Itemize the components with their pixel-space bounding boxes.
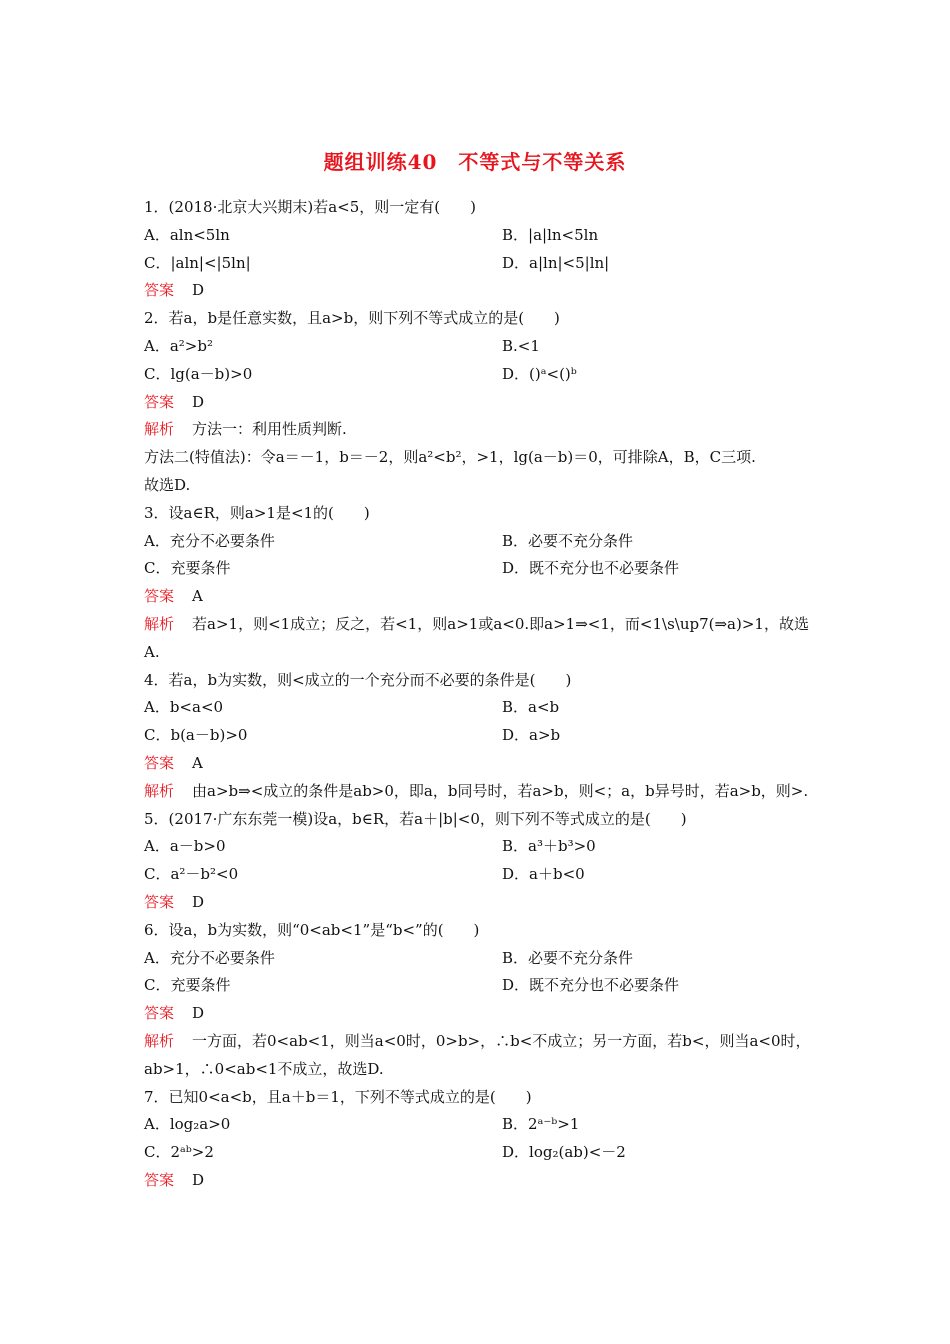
question-7-options-row1 <box>144 1111 814 1139</box>
answer-value: D <box>192 392 205 411</box>
page-title: 题组训练40 不等式与不等关系 <box>323 150 627 174</box>
q1-option-c: C．|aln|<|5ln| <box>144 253 251 272</box>
q7-option-b: B．2ᵃ⁻ᵇ>1 <box>502 1115 580 1134</box>
answer-tag: 答案 <box>144 753 175 772</box>
answer-tag: 答案 <box>144 392 175 411</box>
q7-option-d: D．log₂(ab)<－2 <box>502 1143 626 1162</box>
q6-option-d: D．既不充分也不必要条件 <box>502 976 680 995</box>
analysis-text: 由a>b⇒<成立的条件是ab>0，即a，b同号时，若a>b，则<；a，b异号时，若a>b，则>. <box>192 781 809 800</box>
question-3-stem: 3．设a∈R，则a>1是<1的( ) <box>144 503 370 522</box>
question-4-options-row2 <box>144 722 814 750</box>
question-6-answer <box>144 1000 814 1028</box>
question-2-analysis <box>144 416 814 444</box>
answer-tag: 答案 <box>144 281 175 300</box>
question-3-options-row1 <box>144 528 814 556</box>
answer-tag: 答案 <box>144 1004 175 1023</box>
question-2-answer <box>144 389 814 417</box>
question-2-options-row2 <box>144 361 814 389</box>
question-2-analysis-line3: 故选D. <box>144 475 191 494</box>
question-1-options-row1 <box>144 222 814 250</box>
question-7-answer <box>144 1167 814 1195</box>
answer-value: D <box>192 281 205 300</box>
q5-option-b: B．a³＋b³>0 <box>502 837 596 856</box>
question-4-stem: 4．若a，b为实数，则<成立的一个充分而不必要的条件是( ) <box>144 670 572 689</box>
q1-option-b: B．|a|ln<5ln <box>502 225 599 244</box>
question-2-options-row1 <box>144 333 814 361</box>
question-5-options-row1 <box>144 833 814 861</box>
q4-option-a: A．b<a<0 <box>144 698 224 717</box>
answer-value: D <box>192 892 205 911</box>
analysis-tag: 解析 <box>144 614 175 633</box>
q7-option-c: C．2ᵃᵇ>2 <box>144 1143 214 1162</box>
question-2-stem: 2．若a，b是任意实数，且a>b，则下列不等式成立的是( ) <box>144 309 560 328</box>
q5-option-a: A．a－b>0 <box>144 837 226 856</box>
q5-option-d: D．a＋b<0 <box>502 865 585 884</box>
question-4-answer <box>144 750 814 778</box>
q3-option-d: D．既不充分也不必要条件 <box>502 559 680 578</box>
analysis-text: 一方面，若0<ab<1，则当a<0时，0>b>，∴b<不成立；另一方面，若b<，则当a<0时，ab>1，∴0<ab<1不成立，故选D. <box>144 1031 811 1078</box>
q2-option-c: C．lg(a－b)>0 <box>144 364 253 383</box>
question-6-options-row2 <box>144 972 814 1000</box>
answer-tag: 答案 <box>144 587 175 606</box>
analysis-text: 若a>1，则<1成立；反之，若<1，则a>1或a<0.即a>1⇒<1，而<1\s\up7(⇒a)>1，故选A. <box>144 614 809 661</box>
answer-tag: 答案 <box>144 892 175 911</box>
q3-option-a: A．充分不必要条件 <box>144 531 275 550</box>
question-3-options-row2 <box>144 555 814 583</box>
question-4-analysis <box>144 778 814 806</box>
question-1-answer <box>144 277 814 305</box>
q6-option-a: A．充分不必要条件 <box>144 948 275 967</box>
q2-option-d: D．()ᵃ<()ᵇ <box>502 364 577 383</box>
question-7-stem: 7．已知0<a<b，且a＋b＝1，下列不等式成立的是( ) <box>144 1087 532 1106</box>
analysis-tag: 解析 <box>144 420 175 439</box>
question-6-options-row1 <box>144 945 814 973</box>
analysis-tag: 解析 <box>144 781 175 800</box>
question-7-options-row2 <box>144 1139 814 1167</box>
question-1-options-row2 <box>144 250 814 278</box>
question-5-stem: 5．(2017·广东东莞一模)设a，b∈R，若a＋|b|<0，则下列不等式成立的是( ) <box>144 809 687 828</box>
question-5-answer <box>144 889 814 917</box>
q3-option-c: C．充要条件 <box>144 559 231 578</box>
q4-option-d: D．a>b <box>502 726 561 745</box>
q4-option-c: C．b(a－b)>0 <box>144 726 248 745</box>
answer-value: A <box>192 753 203 772</box>
answer-tag: 答案 <box>144 1170 175 1189</box>
question-1-stem: 1．(2018·北京大兴期末)若a<5，则一定有( ) <box>144 198 476 216</box>
analysis-text: 方法一：利用性质判断. <box>192 420 347 439</box>
answer-value: D <box>192 1004 205 1023</box>
analysis-tag: 解析 <box>144 1031 175 1050</box>
q7-option-a: A．log₂a>0 <box>144 1115 231 1134</box>
question-list <box>144 194 814 1195</box>
question-3-analysis <box>144 611 814 667</box>
answer-value: D <box>192 1170 205 1189</box>
q5-option-c: C．a²－b²<0 <box>144 865 239 884</box>
q2-option-b: B.<1 <box>502 336 540 355</box>
answer-value: A <box>192 587 203 606</box>
q6-option-b: B．必要不充分条件 <box>502 948 634 967</box>
question-5-options-row2 <box>144 861 814 889</box>
q6-option-c: C．充要条件 <box>144 976 231 995</box>
q3-option-b: B．必要不充分条件 <box>502 531 634 550</box>
question-6-analysis <box>144 1028 814 1084</box>
q4-option-b: B．a<b <box>502 698 560 717</box>
q2-option-a: A．a²>b² <box>144 336 213 355</box>
question-3-answer <box>144 583 814 611</box>
q1-option-a: A．aln<5ln <box>144 225 230 244</box>
question-4-options-row1 <box>144 694 814 722</box>
q1-option-d: D．a|ln|<5|ln| <box>502 253 610 272</box>
question-6-stem: 6．设a，b为实数，则“0<ab<1”是“b<”的( ) <box>144 920 480 939</box>
question-2-analysis-line2: 方法二(特值法)：令a＝－1，b＝－2，则a²<b²，>1，lg(a－b)＝0，可排除A，B，C三项. <box>144 448 756 467</box>
